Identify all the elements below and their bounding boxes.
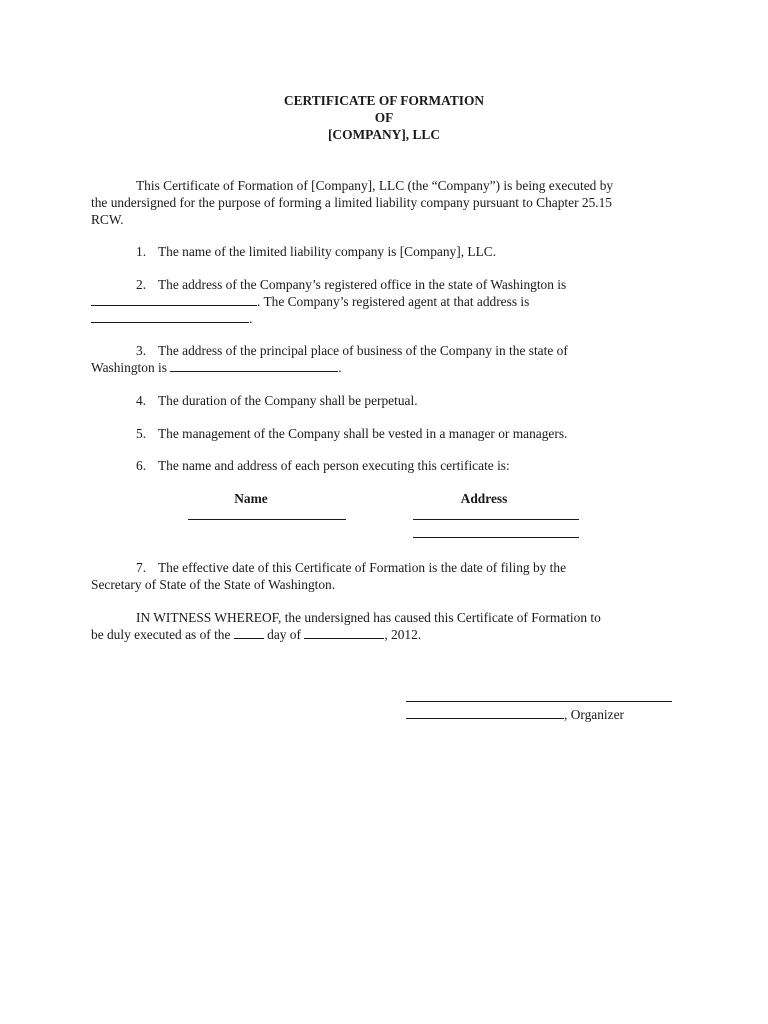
month-blank[interactable] — [304, 626, 384, 639]
witness-paragraph — [91, 609, 681, 643]
item-2-line-2: . The Company’s registered agent at that address is — [257, 294, 530, 309]
item-6 — [91, 457, 681, 474]
principal-place-blank[interactable] — [170, 359, 338, 372]
intro-line-3: RCW. — [91, 212, 124, 227]
item-3-line-1: The address of the principal place of business of the Company in the state of — [158, 343, 568, 358]
item-7 — [91, 559, 681, 593]
organizer-signature-line[interactable] — [406, 701, 672, 702]
item-7-line-1: The effective date of this Certificate of Formation is the date of filing by the — [158, 560, 567, 575]
item-1 — [91, 243, 681, 260]
intro-line-2: the undersigned for the purpose of forming a limited liability company pursuant to Chapter 25.15 — [91, 195, 613, 210]
address-line-2[interactable] — [413, 537, 579, 538]
item-3-line-2-suffix: . — [338, 360, 342, 375]
organizer-name-row — [406, 706, 624, 723]
item-7-number: 7. — [136, 560, 147, 575]
name-signature-line[interactable] — [188, 519, 346, 520]
intro-paragraph — [91, 177, 681, 228]
item-2-line-1: The address of the Company’s registered office in the state of Washington is — [158, 277, 567, 292]
item-2-line-3: . — [249, 311, 253, 326]
item-5-number: 5. — [136, 426, 147, 441]
witness-line-2-part-1: be duly executed as of the — [91, 627, 234, 642]
witness-line-1: IN WITNESS WHEREOF, the undersigned has caused this Certificate of Formation to — [136, 610, 601, 625]
item-4 — [91, 392, 681, 409]
address-column-header: Address — [460, 491, 508, 506]
item-7-line-2: Secretary of State of the State of Washington. — [91, 577, 336, 592]
item-1-text: The name of the limited liability company is [Company], LLC. — [158, 244, 497, 259]
title-line-1: CERTIFICATE OF FORMATION — [283, 93, 485, 108]
item-6-text: The name and address of each person executing this certificate is: — [158, 458, 510, 473]
item-2 — [91, 276, 681, 327]
item-4-number: 4. — [136, 393, 147, 408]
registered-office-blank[interactable] — [91, 293, 257, 306]
item-5-text: The management of the Company shall be vested in a manager or managers. — [158, 426, 568, 441]
day-blank[interactable] — [234, 626, 264, 639]
witness-line-2-part-3: , 2012. — [384, 627, 422, 642]
address-line-1[interactable] — [413, 519, 579, 520]
item-5 — [91, 425, 681, 442]
name-column-header: Name — [234, 491, 268, 506]
organizer-name-blank[interactable] — [406, 706, 564, 719]
title-line-2: OF — [374, 110, 394, 125]
registered-agent-blank[interactable] — [91, 310, 249, 323]
item-4-text: The duration of the Company shall be perpetual. — [158, 393, 418, 408]
item-3-number: 3. — [136, 343, 147, 358]
item-3 — [91, 342, 681, 376]
intro-line-1: This Certificate of Formation of [Company], LLC (the “Company”) is being executed by — [136, 178, 614, 193]
title-line-3: [COMPANY], LLC — [327, 127, 441, 142]
organizer-label: , Organizer — [564, 707, 624, 722]
item-6-number: 6. — [136, 458, 147, 473]
witness-line-2-part-2: day of — [263, 627, 305, 642]
item-1-number: 1. — [136, 244, 147, 259]
item-2-number: 2. — [136, 277, 147, 292]
item-3-line-2-prefix: Washington is — [91, 360, 171, 375]
